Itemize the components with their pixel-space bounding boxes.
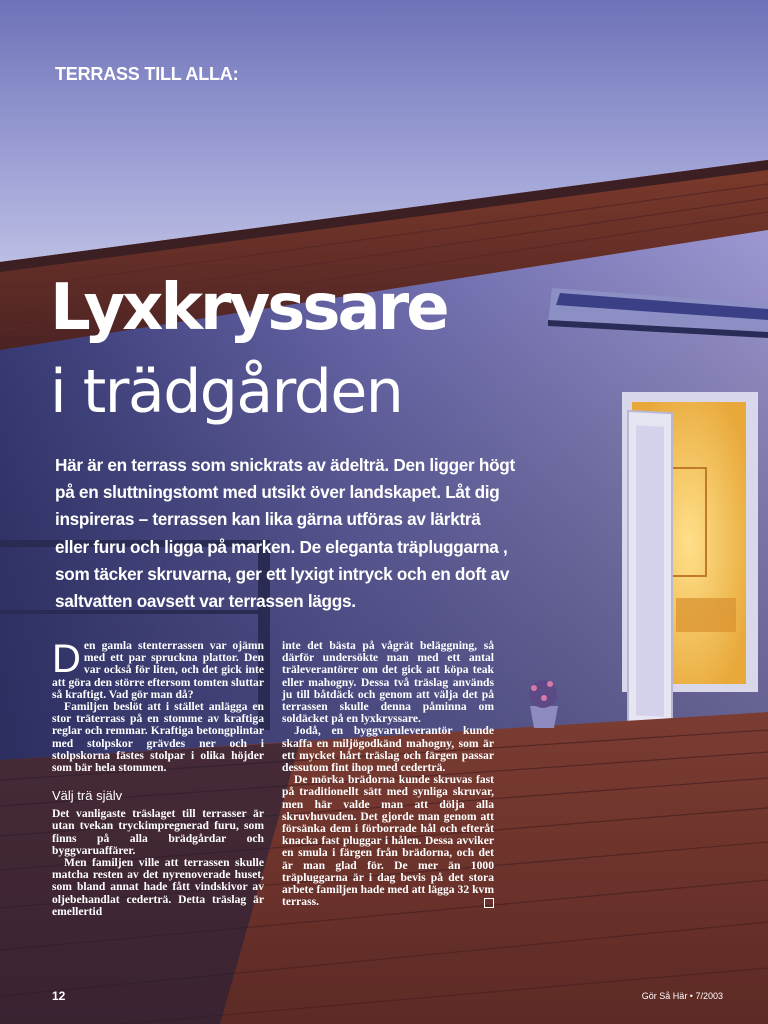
- plant-flower: [541, 695, 547, 701]
- door-glass: [636, 425, 664, 716]
- subheading: Välj trä själv: [52, 788, 123, 804]
- lead-paragraph: Här är en terrass som snickrats av ädelträ. Den ligger högt på en sluttningstomt med utsikt över landskapet. Låt dig inspireras – terrassen kan lika gärna utföras av lärkträ eller furu och ligga på marken. De eleganta träpluggarna , som täcker skruvarna, ger ett lyxigt intryck och en doft av saltvatten oavsett var terrassen läggs.: [55, 455, 515, 612]
- drop-cap: D: [52, 637, 81, 681]
- plant-pot: [530, 706, 558, 728]
- body-paragraph: Jodå, en byggvaruleverantör kunde skaffa en miljögodkänd mahogny, som är ett mycket hårt träslag och färgen passar dessutom fint ihop med cederträ.: [282, 724, 494, 775]
- body-column-left: [52, 637, 264, 918]
- body-paragraph: inte det bästa på vågrät beläggning, så därför undersökte man med ett antal träleverantörer om det gick att köpa teak eller mahogny. Dessa två träslag används ju till båtdäck och genom att välja det på terrassen skulle denna påminna om soldäcket på en lyxkryssare.: [282, 639, 494, 726]
- interior-shelf: [676, 598, 736, 632]
- publication-info: Gör Så Här • 7/2003: [641, 991, 723, 1001]
- plant-flower: [547, 681, 553, 687]
- body-paragraph: Men familjen ville att terrassen skulle matcha resten av det nyrenoverade huset, som bland annat hade fått vindskivor av oljebehandlat cederträ. Detta träslag är emellertid: [52, 856, 264, 918]
- body-text: De mörka brädorna kunde skruvas fast på traditionellt sätt med synliga skruvar, men här valde man att dölja alla skruvhuvuden. Det gjorde man genom att försänka dem i förborrade hål och efteråt knacka fast pluggar i hålen. Dessa avviker en smula i färgen från brädorna, och det är man glad för. De mer än 1000 träpluggarna är i dag bevis på det stora arbete familjen hade med att lägga 32 kvm terrass.: [282, 773, 494, 909]
- title-line-1: Lyxkryssare: [50, 271, 447, 345]
- end-mark-icon: [484, 898, 494, 908]
- body-column-right: [282, 640, 494, 908]
- body-paragraph: [52, 637, 264, 701]
- plant-flower: [531, 685, 537, 691]
- body-text: en gamla stenterrassen var ojämn med ett par spruckna plattor. Den var också för liten, och det gick inte att göra den större eftersom tomten sluttar så kraftigt. Vad gör man då?: [52, 639, 264, 701]
- body-paragraph: Det vanligaste träslaget till terrasser är utan tvekan tryckimpregnerad furu, som finns på alla brädgårdar och byggvaruaffärer.: [52, 807, 264, 857]
- body-paragraph: Familjen beslöt att i stället anlägga en stor träterrass på en stomme av kraftiga reglar och remmar. Kraftiga betongplintar med stolpskor grävdes ner och i stolpskorna fästes stolpar i olika höjder som bär hela stommen.: [52, 700, 264, 775]
- title-line-2: i trädgården: [50, 357, 403, 427]
- kicker: TERRASS TILL ALLA:: [55, 64, 239, 84]
- body-paragraph: [282, 774, 494, 908]
- page-number: 12: [52, 989, 66, 1003]
